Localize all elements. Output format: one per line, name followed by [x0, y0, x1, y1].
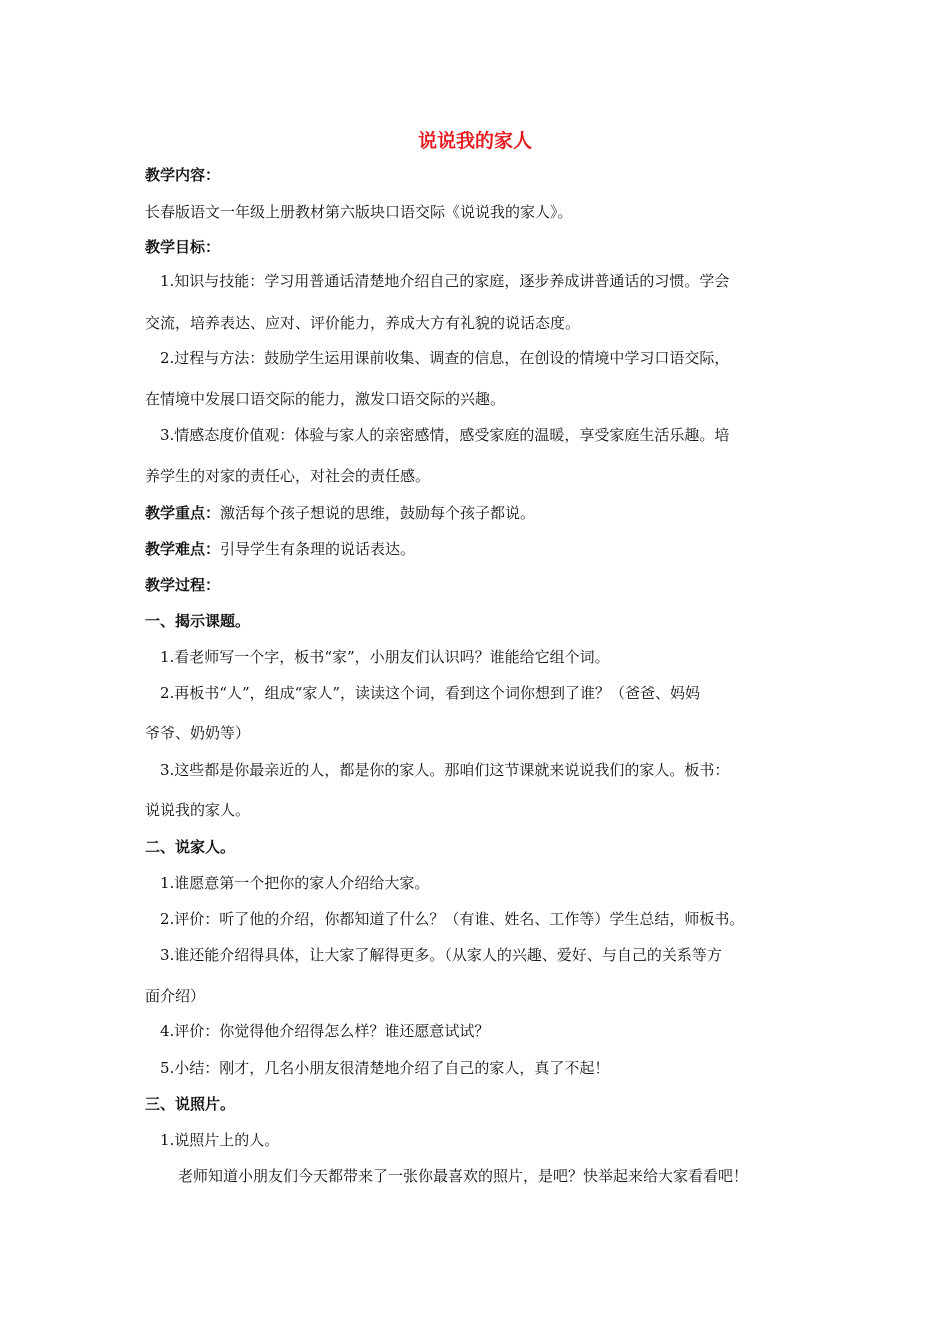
goal3-line2: 养学生的对家的责任心，对社会的责任感。	[145, 467, 431, 485]
s3-item1: 1.说照片上的人。	[160, 1131, 280, 1149]
goal2-line2: 在情境中发展口语交际的能力，激发口语交际的兴趣。	[145, 390, 506, 408]
goal1-line1: 1.知识与技能：学习用普通话清楚地介绍自己的家庭，逐步养成讲普通话的习惯。学会	[160, 272, 730, 290]
goals-heading: 教学目标：	[145, 238, 221, 256]
s1-item2-line2: 爷爷、奶奶等）	[145, 724, 251, 742]
goal3-line1: 3.情感态度价值观：体验与家人的亲密感情，感受家庭的温暖，享受家庭生活乐趣。培	[160, 426, 730, 444]
s1-item1: 1.看老师写一个字，板书“家”，小朋友们认识吗？谁能给它组个词。	[160, 648, 610, 666]
section2-heading: 二、说家人。	[145, 838, 236, 856]
s2-item4: 4.评价：你觉得他介绍得怎么样？谁还愿意试试？	[160, 1022, 490, 1040]
section1-heading: 一、揭示课题。	[145, 612, 251, 630]
s1-item3-line2: 说说我的家人。	[145, 801, 251, 819]
difficulty-point	[145, 539, 810, 559]
difficulty-text: 引导学生有条理的说话表达。	[220, 540, 416, 558]
goal2-line1: 2.过程与方法：鼓励学生运用课前收集、调查的信息，在创设的情境中学习口语交际，	[160, 349, 730, 367]
s3-paragraph: 老师知道小朋友们今天都带来了一张你最喜欢的照片，是吧？快举起来给大家看看吧！	[178, 1167, 749, 1185]
difficulty-label: 教学难点：	[145, 540, 221, 558]
key-text: 激活每个孩子想说的思维，鼓励每个孩子都说。	[220, 504, 536, 522]
process-heading: 教学过程：	[145, 576, 221, 594]
key-point	[145, 503, 810, 523]
key-label: 教学重点：	[145, 504, 221, 522]
content-heading: 教学内容：	[145, 166, 221, 184]
s1-item3-line1: 3.这些都是你最亲近的人，都是你的家人。那咱们这节课就来说说我们的家人。板书：	[160, 761, 730, 779]
page-title: 说说我的家人	[417, 130, 532, 152]
s2-item5: 5.小结：刚才，几名小朋友很清楚地介绍了自己的家人，真了不起！	[160, 1059, 610, 1077]
s2-item3-line1: 3.谁还能介绍得具体，让大家了解得更多。（从家人的兴趣、爱好、与自己的关系等方	[160, 946, 722, 964]
goal1-line2: 交流，培养表达、应对、评价能力，养成大方有礼貌的说话态度。	[145, 314, 581, 332]
s1-item2-line1: 2.再板书“人”，组成“家人”，读读这个词，看到这个词你想到了谁？（爸爸、妈妈	[160, 684, 700, 702]
s2-item1: 1.谁愿意第一个把你的家人介绍给大家。	[160, 874, 430, 892]
s2-item2: 2.评价：听了他的介绍，你都知道了什么？（有谁、姓名、工作等）学生总结，师板书。	[160, 910, 745, 928]
s2-item3-line2: 面介绍）	[145, 987, 206, 1005]
section3-heading: 三、说照片。	[145, 1095, 236, 1113]
content-text: 长春版语文一年级上册教材第六版块口语交际《说说我的家人》。	[145, 203, 573, 221]
